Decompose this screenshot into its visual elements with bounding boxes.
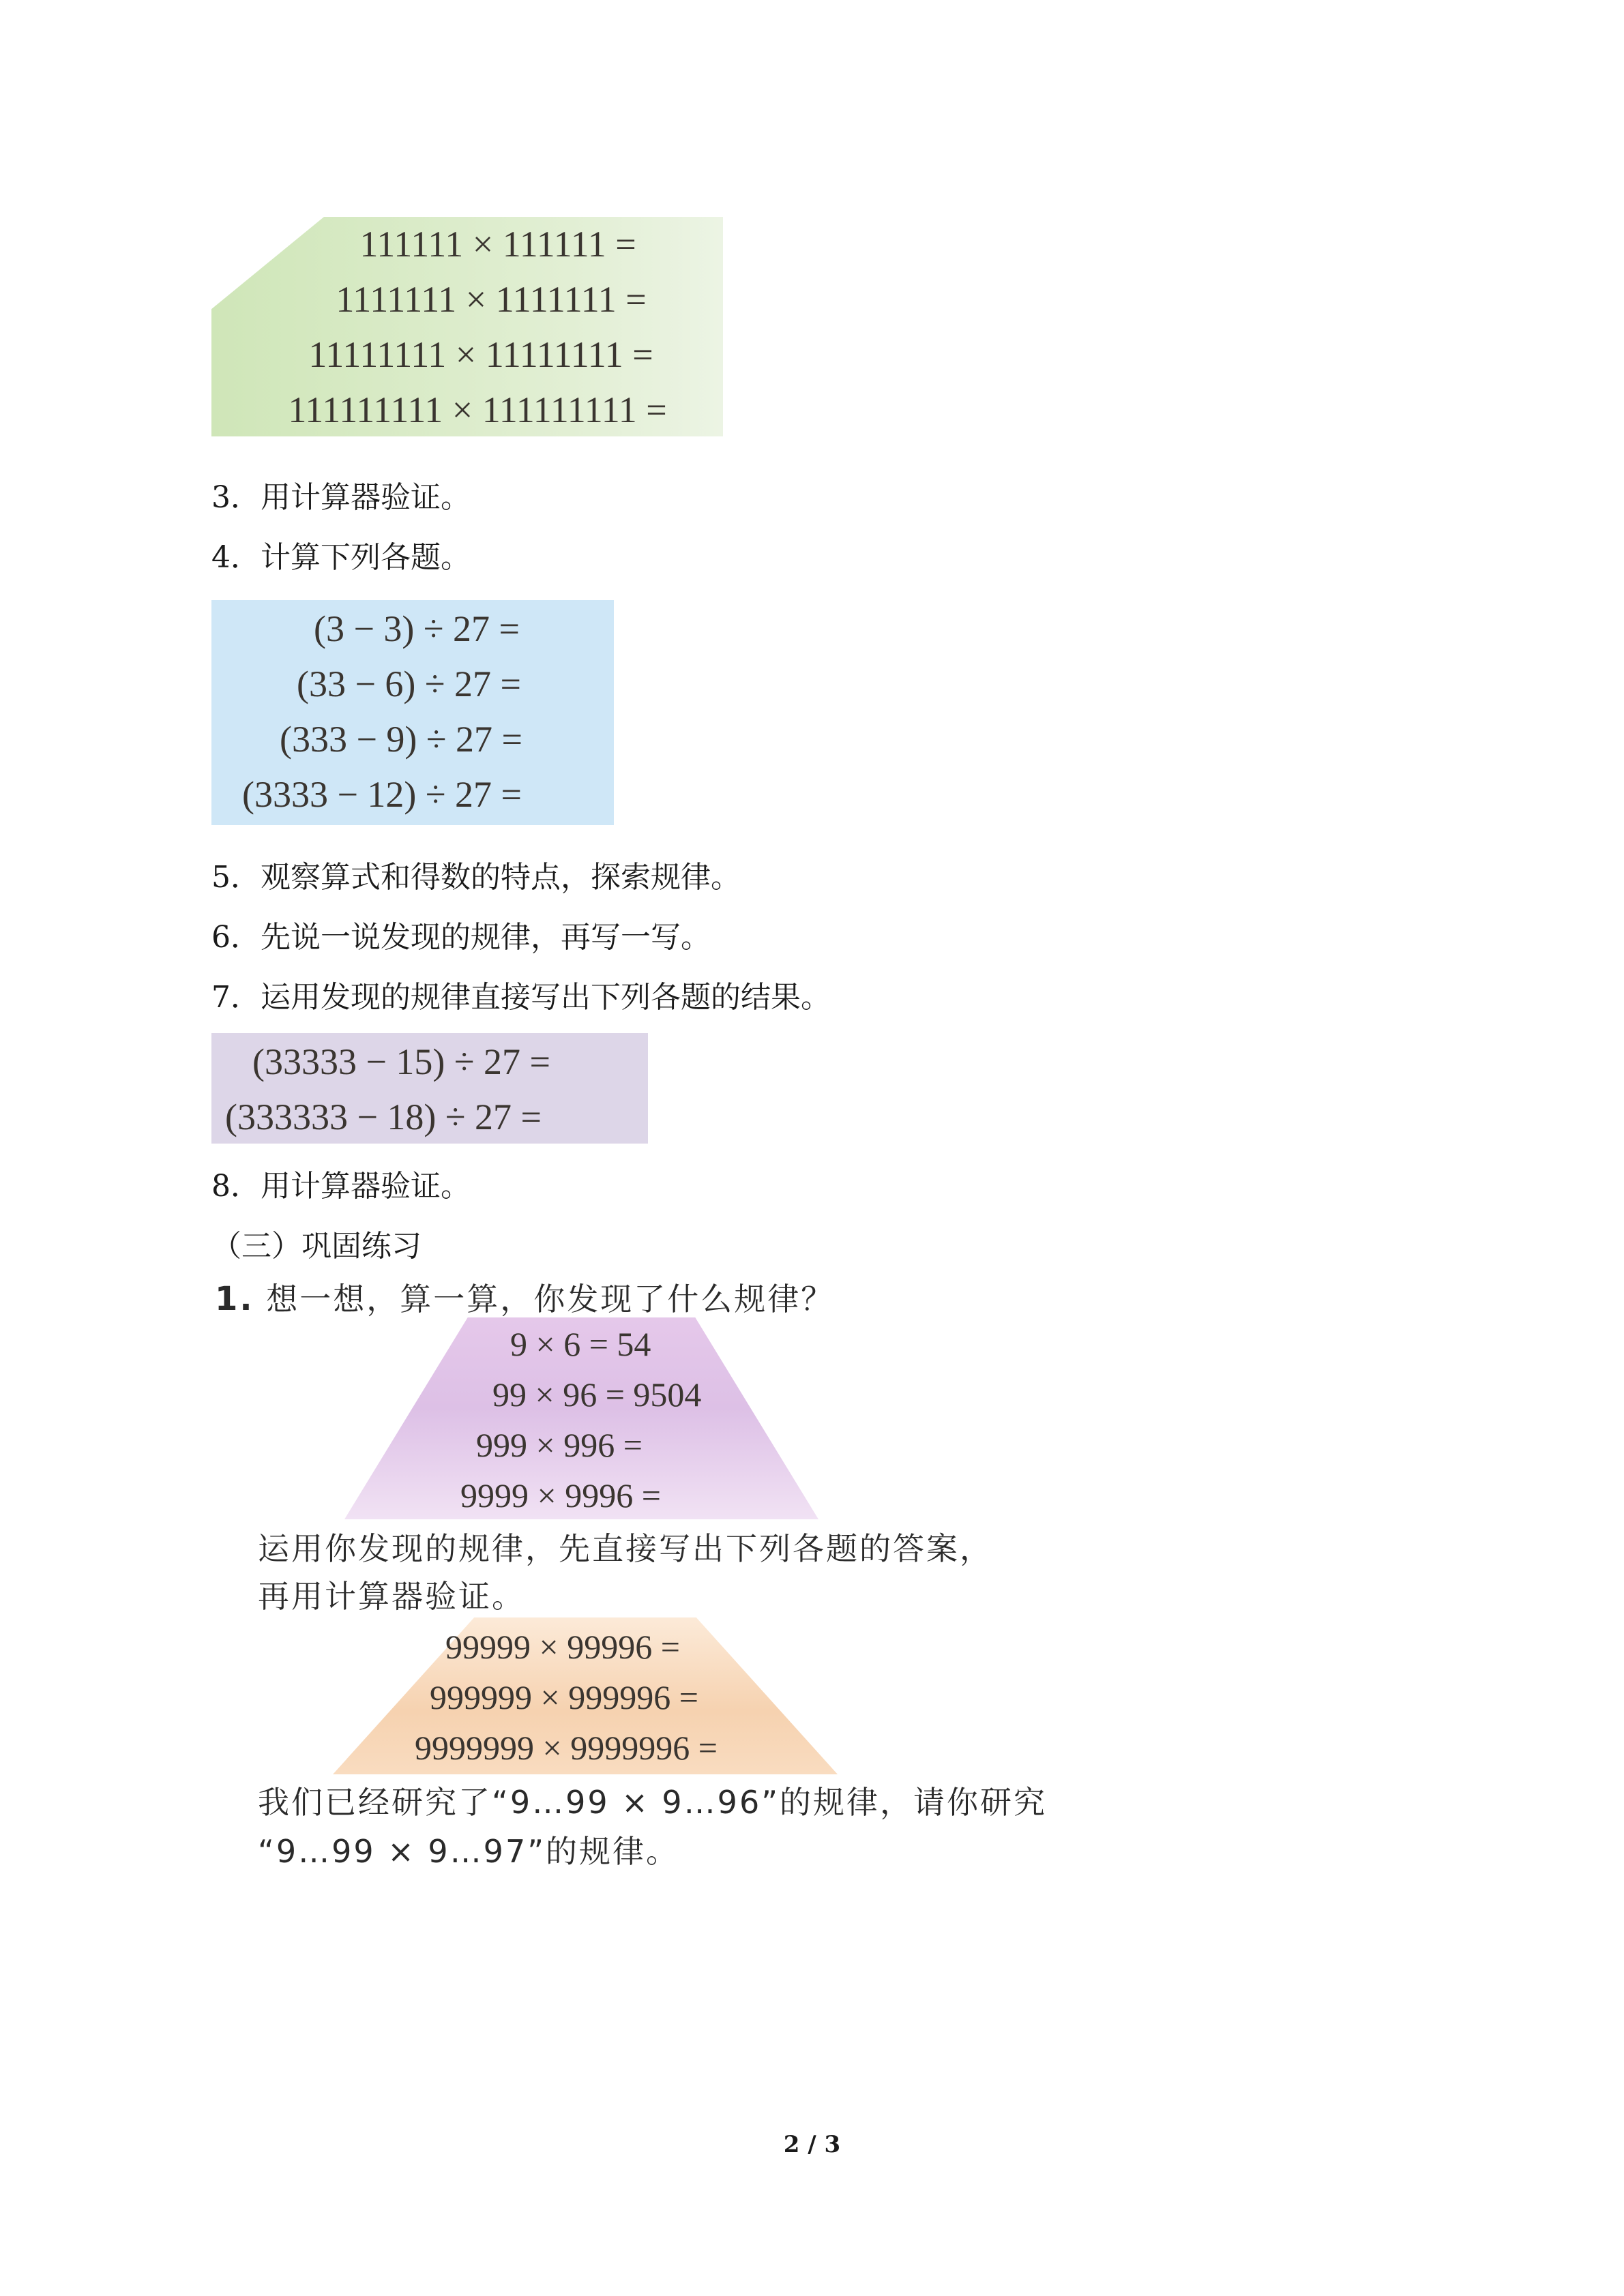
step-number: 7． bbox=[211, 980, 261, 1015]
pattern-equation-3: 999 × 996 = bbox=[476, 1426, 643, 1464]
purple-equation-1: (33333 − 15) ÷ 27 = bbox=[252, 1041, 551, 1082]
step-number: 4． bbox=[211, 540, 261, 575]
pattern-equation-2: 99 × 96 = 9504 bbox=[492, 1375, 702, 1414]
purple-equation-2: (333333 − 18) ÷ 27 = bbox=[225, 1097, 542, 1137]
step-text: 用计算器验证。 bbox=[261, 1169, 471, 1204]
step-number: 8． bbox=[211, 1169, 261, 1204]
section-heading: （三）巩固练习 bbox=[211, 1229, 422, 1264]
exercise-1-prompt bbox=[215, 1275, 834, 1323]
instruction-line-2: 再用计算器验证。 bbox=[258, 1578, 525, 1615]
step-7 bbox=[211, 977, 831, 1018]
pattern-equation-4: 9999 × 9996 = bbox=[460, 1476, 661, 1515]
extension-line-1: 我们已经研究了“9…99 × 9…96”的规律，请你研究 bbox=[258, 1784, 1048, 1821]
step-text: 计算下列各题。 bbox=[261, 540, 471, 575]
step-5 bbox=[211, 857, 741, 898]
page-number: 2 / 3 bbox=[783, 2131, 841, 2158]
exercise-number: 1. bbox=[215, 1280, 254, 1318]
step-number: 3． bbox=[211, 480, 261, 515]
apply-equation-2: 999999 × 999996 = bbox=[430, 1678, 698, 1716]
step-text: 先说一说发现的规律，再写一写。 bbox=[261, 920, 711, 955]
step-8 bbox=[211, 1166, 471, 1207]
pattern-equation-1: 9 × 6 = 54 bbox=[510, 1325, 651, 1363]
step-text: 观察算式和得数的特点，探索规律。 bbox=[261, 860, 741, 895]
blue-equation-4: (3333 − 12) ÷ 27 = bbox=[242, 774, 522, 815]
blue-equation-3: (333 − 9) ÷ 27 = bbox=[280, 719, 523, 760]
green-equation-1: 111111 × 111111 = bbox=[359, 224, 636, 265]
step-4 bbox=[211, 537, 471, 578]
step-text: 用计算器验证。 bbox=[261, 480, 471, 515]
blue-equation-1: (3 − 3) ÷ 27 = bbox=[314, 608, 520, 649]
apply-equation-3: 9999999 × 9999996 = bbox=[415, 1729, 718, 1767]
blue-equation-2: (33 − 6) ÷ 27 = bbox=[297, 664, 522, 704]
extension-line-2: “9…99 × 9…97”的规律。 bbox=[258, 1833, 680, 1870]
step-3 bbox=[211, 477, 471, 518]
green-equation-4: 111111111 × 111111111 = bbox=[288, 389, 667, 430]
green-equation-3: 11111111 × 11111111 = bbox=[308, 334, 653, 375]
exercise-prompt-text: 想一想，算一算，你发现了什么规律？ bbox=[266, 1281, 835, 1317]
step-number: 5． bbox=[211, 860, 261, 895]
step-number: 6． bbox=[211, 920, 261, 955]
instruction-line-1: 运用你发现的规律，先直接写出下列各题的答案， bbox=[258, 1530, 993, 1567]
step-6 bbox=[211, 917, 711, 958]
step-text: 运用发现的规律直接写出下列各题的结果。 bbox=[261, 980, 831, 1015]
apply-equation-1: 99999 × 99996 = bbox=[445, 1628, 680, 1666]
green-equation-2: 1111111 × 1111111 = bbox=[336, 279, 647, 320]
